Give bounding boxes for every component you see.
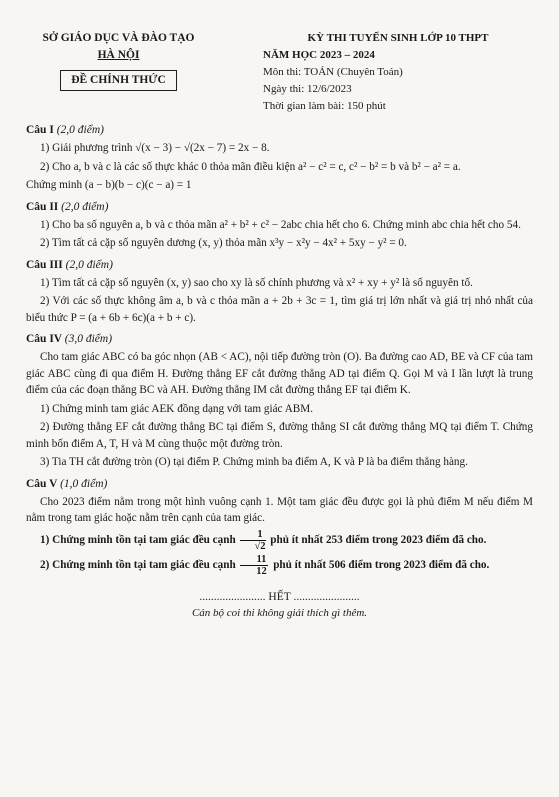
- q4-part3: 3) Tia TH cắt đường tròn (O) tại điểm P. Chứng minh ba điểm A, K và P là ba điểm thẳng hàng.: [40, 456, 468, 468]
- q-title: Câu I: [26, 124, 54, 136]
- fraction: [240, 554, 268, 577]
- fraction-den: √2: [254, 540, 266, 552]
- question-title: [26, 258, 533, 273]
- header-right: [263, 30, 533, 115]
- question-title: [26, 477, 533, 492]
- q3-part1: 1) Tìm tất cả cặp số nguyên (x, y) sao cho xy là số chính phương và x² + xy + y² là số nguyên tố.: [40, 276, 473, 289]
- question-title: [26, 332, 533, 347]
- q-points: (3,0 điểm): [64, 333, 113, 345]
- q5-p1-text-a: 1) Chứng minh tồn tại tam giác đều cạnh: [40, 533, 236, 546]
- q5-p1-text-b: phủ ít nhất 253 điểm trong 2023 điểm đã cho.: [270, 533, 487, 546]
- q-title: Câu II: [26, 200, 59, 213]
- q1-part2b: Chứng minh (a − b)(b − c)(c − a) = 1: [26, 179, 192, 191]
- q5-intro: Cho 2023 điểm nằm trong một hình vuông cạnh 1. Một tam giác đều được gọi là phủ điểm M nếu điểm M nằm trong tam giác hoặc nằm trên cạnh của tam giác.: [26, 495, 533, 524]
- subject: Môn thi: TOÁN (Chuyên Toán): [263, 66, 403, 78]
- question-title: [26, 123, 533, 138]
- city: HÀ NỘI: [97, 49, 140, 61]
- end-marker: ....................... HẾT .......................: [199, 590, 360, 603]
- q1-part2: 2) Cho a, b và c là các số thực khác 0 thỏa mãn điều kiện a² − c² = c, c² − b² = b và b² − a² = a.: [40, 160, 461, 173]
- question-4: [26, 332, 533, 471]
- question-5: [26, 477, 533, 577]
- q-points: (1,0 điểm): [60, 477, 108, 490]
- q5-part1: [26, 529, 533, 552]
- fraction-den: 12: [256, 565, 267, 577]
- q4-intro: Cho tam giác ABC có ba góc nhọn (AB < AC), nội tiếp đường tròn (O). Ba đường cao AD, BE và CF của tam giác ABC cùng đi qua điểm H. Đường thẳng EF cắt đường thẳng AD tại điểm Q. Gọi M và I lần lượt là trung điểm của các đoạn thẳng BC và AH. Đường thẳng IM cắt đường thẳng EF tại điểm K.: [26, 351, 533, 396]
- q-points: (2,0 điểm): [61, 200, 109, 213]
- fraction-num: 11: [240, 554, 268, 566]
- q-title: Câu V: [26, 477, 58, 490]
- q3-part2: 2) Với các số thực không âm a, b và c thỏa mãn a + 2b + 3c = 1, tìm giá trị lớn nhất và giá trị nhỏ nhất của biểu thức P = (a + 6b + 6c)(a + b + c).: [26, 295, 533, 324]
- q1-part1: 1) Giải phương trình √(x − 3) − √(2x − 7) = 2x − 8.: [40, 142, 270, 154]
- q5-p2-text-a: 2) Chứng minh tồn tại tam giác đều cạnh: [40, 558, 236, 571]
- q-title: Câu IV: [26, 333, 62, 345]
- department: SỞ GIÁO DỤC VÀ ĐÀO TẠO: [42, 32, 195, 44]
- q4-part2: 2) Đường thẳng EF cắt đường thẳng BC tại điểm S, đường thẳng SI cắt đường thẳng MQ tại điểm T. Chứng minh bốn điểm A, T, H và M cùng thuộc một đường tròn.: [26, 421, 533, 450]
- exam-title: KỲ THI TUYỂN SINH LỚP 10 THPT: [307, 32, 489, 44]
- header-left: [26, 30, 211, 115]
- duration: Thời gian làm bài: 150 phút: [263, 100, 386, 112]
- q-points: (2,0 điểm): [56, 124, 104, 136]
- question-1: [26, 123, 533, 194]
- fraction: [240, 529, 265, 552]
- proctor-note: Cán bộ coi thi không giải thích gì thêm.: [191, 606, 368, 619]
- question-title: [26, 200, 533, 215]
- fraction-num: 1: [240, 529, 265, 541]
- q2-part2: 2) Tìm tất cả cặp số nguyên dương (x, y) thỏa mãn x³y − x²y − 4x² + 5xy − y² = 0.: [40, 237, 407, 249]
- q-points: (2,0 điểm): [65, 258, 113, 271]
- q2-part1: 1) Cho ba số nguyên a, b và c thỏa mãn a² + b² + c² − 2abc chia hết cho 6. Chứng minh abc chia hết cho 54.: [40, 218, 521, 231]
- school-year: NĂM HỌC 2023 – 2024: [263, 49, 375, 61]
- official-badge: ĐỀ CHÍNH THỨC: [60, 70, 177, 91]
- q5-p2-text-b: phủ ít nhất 506 điểm trong 2023 điểm đã cho.: [273, 558, 490, 571]
- q4-part1: 1) Chứng minh tam giác AEK đồng dạng với tam giác ABM.: [40, 402, 313, 415]
- q-title: Câu III: [26, 258, 63, 271]
- question-2: [26, 200, 533, 252]
- exam-date: Ngày thi: 12/6/2023: [263, 83, 352, 95]
- question-3: [26, 258, 533, 327]
- q5-part2: [26, 554, 533, 577]
- exam-header: [26, 30, 533, 115]
